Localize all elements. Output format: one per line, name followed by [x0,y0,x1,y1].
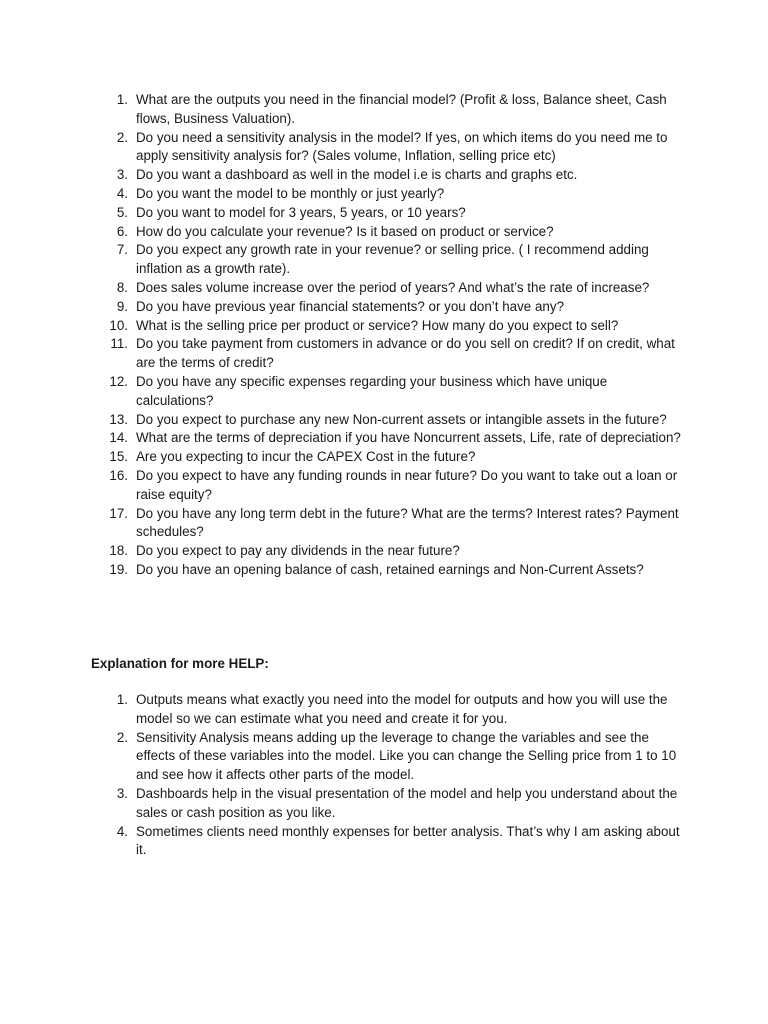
explanation-item-number: 4. [116,823,128,839]
question-item [0,373,684,411]
question-item-text: Do you expect to pay any dividends in the near future? [136,543,460,559]
question-item-number: 8. [116,279,128,295]
question-item [0,448,684,467]
question-item-text: What are the terms of depreciation if you have Noncurrent assets, Life, rate of depreciation? [136,430,681,446]
question-item-number: 3. [116,167,128,183]
question-item [0,411,684,430]
question-item-number: 5. [116,204,128,220]
question-item-text: Are you expecting to incur the CAPEX Cost in the future? [136,449,476,465]
question-item-text: Do you take payment from customers in advance or do you sell on credit? If on credit, what are the terms of credit? [136,336,675,371]
explanation-item-number: 1. [116,692,128,707]
question-item-text: Do you want a dashboard as well in the model i.e is charts and graphs etc. [136,167,578,183]
question-item-number: 6. [116,223,128,239]
question-item [0,335,684,373]
explanation-item-text: Sometimes clients need monthly expenses for better analysis. That’s why I am asking about it. [136,823,680,858]
question-item-text: Does sales volume increase over the period of years? And what’s the rate of increase? [136,279,650,295]
explanation-item [0,823,684,861]
question-item-number: 14. [109,430,128,446]
question-item-number: 2. [116,129,128,145]
question-item-text: Do you expect to have any funding rounds in near future? Do you want to take out a loan or raise equity? [136,467,678,502]
question-item-number: 1. [116,92,128,107]
question-item-text: Do you want the model to be monthly or just yearly? [136,185,445,201]
question-item-text: Do you want to model for 3 years, 5 years, or 10 years? [136,204,466,220]
question-item [0,166,684,185]
question-item [0,505,684,543]
question-item-number: 17. [109,505,128,521]
question-item-number: 9. [116,298,128,314]
question-item-text: Do you have an opening balance of cash, retained earnings and Non-Current Assets? [136,561,644,577]
question-item-number: 13. [109,411,128,427]
question-item [0,185,684,204]
question-item [0,542,684,561]
question-item [0,241,684,279]
question-item [0,561,684,580]
question-item-text: What is the selling price per product or service? How many do you expect to sell? [136,317,619,333]
question-item-text: What are the outputs you need in the financial model? (Profit & loss, Balance sheet, Cash flows, Business Valuation). [136,92,667,126]
question-item-number: 12. [109,373,128,389]
explanation-item [0,785,684,823]
explanation-item-text: Sensitivity Analysis means adding up the leverage to change the variables and see the effects of these variables into the model. Like you can change the Selling price from 1 to 10 and see how it affects other parts of the model. [136,729,677,783]
question-item-text: Do you need a sensitivity analysis in the model? If yes, on which items do you need me to apply sensitivity analysis for? (Sales volume, Inflation, selling price etc) [136,129,668,164]
explanation-heading: Explanation for more HELP: [91,656,269,671]
question-item-number: 11. [110,336,128,352]
question-item [0,429,684,448]
question-item-number: 7. [116,242,128,258]
question-item [0,204,684,223]
explanation-item-text: Outputs means what exactly you need into the model for outputs and how you will use the model so we can estimate what you need and create it for you. [136,692,668,726]
question-item-number: 19. [109,561,128,577]
question-item-text: Do you have any specific expenses regarding your business which have unique calculations? [136,373,608,408]
question-item [0,467,684,505]
question-item-text: Do you expect any growth rate in your revenue? or selling price. ( I recommend adding inflation as a growth rate). [136,242,649,277]
question-item [0,279,684,298]
question-item-number: 16. [109,467,128,483]
question-item-text: Do you have any long term debt in the future? What are the terms? Interest rates? Payment schedules? [136,505,679,540]
question-item [0,317,684,336]
question-item-text: Do you expect to purchase any new Non-current assets or intangible assets in the future? [136,411,667,427]
explanation-item [0,691,684,729]
question-item [0,91,684,129]
explanation-item-number: 3. [116,785,128,801]
question-item-number: 4. [116,185,128,201]
question-item-number: 10. [109,317,128,333]
explanation-list [0,691,768,860]
question-item-text: How do you calculate your revenue? Is it based on product or service? [136,223,554,239]
question-item [0,223,684,242]
explanation-item-text: Dashboards help in the visual presentation of the model and help you understand about the sales or cash position as you like. [136,785,678,820]
question-item-number: 18. [109,543,128,559]
question-item-number: 15. [109,449,128,465]
question-item-text: Do you have previous year financial statements? or you don’t have any? [136,298,565,314]
explanation-item [0,729,684,785]
question-item [0,298,684,317]
question-list [0,91,768,580]
explanation-item-number: 2. [116,729,128,745]
question-item [0,129,684,167]
